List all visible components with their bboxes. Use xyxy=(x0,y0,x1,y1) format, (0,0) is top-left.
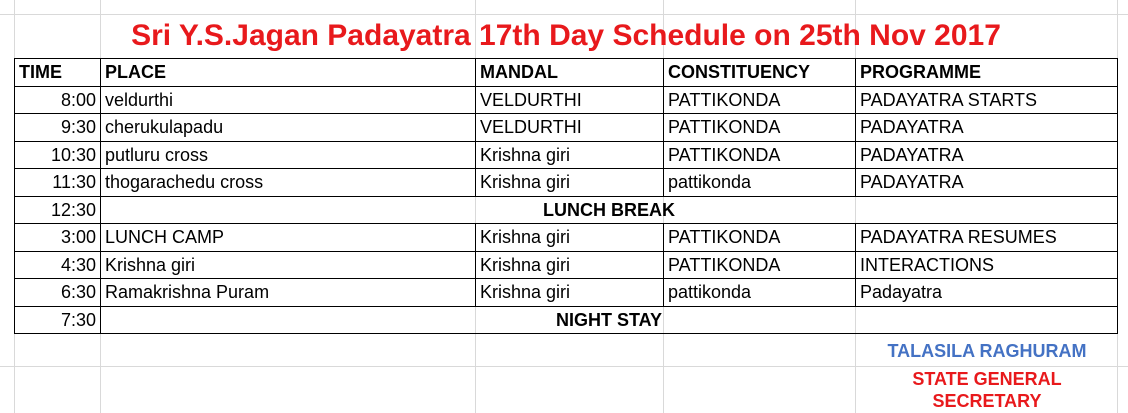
schedule-title: Sri Y.S.Jagan Padayatra 17th Day Schedule on 25th Nov 2017 xyxy=(131,19,1001,52)
place-cell: LUNCH CAMP xyxy=(101,224,476,252)
mandal-cell: Krishna giri xyxy=(476,141,664,169)
table-row xyxy=(15,86,1118,114)
time-cell: 10:30 xyxy=(15,141,101,169)
table-row xyxy=(15,141,1118,169)
time-cell: 6:30 xyxy=(15,279,101,307)
place-cell: veldurthi xyxy=(101,86,476,114)
constituency-cell: PATTIKONDA xyxy=(664,114,856,142)
programme-cell: INTERACTIONS xyxy=(856,251,1118,279)
constituency-cell: pattikonda xyxy=(664,169,856,197)
time-cell: 12:30 xyxy=(15,196,101,224)
place-cell: Ramakrishna Puram xyxy=(101,279,476,307)
table-row-break xyxy=(15,306,1118,334)
time-cell: 7:30 xyxy=(15,306,101,334)
programme-cell: PADAYATRA xyxy=(856,141,1118,169)
time-cell: 11:30 xyxy=(15,169,101,197)
place-cell: cherukulapadu xyxy=(101,114,476,142)
table-row xyxy=(15,224,1118,252)
mandal-cell: VELDURTHI xyxy=(476,114,664,142)
constituency-cell: PATTIKONDA xyxy=(664,141,856,169)
mandal-cell: Krishna giri xyxy=(476,251,664,279)
mandal-cell: VELDURTHI xyxy=(476,86,664,114)
programme-cell: PADAYATRA xyxy=(856,114,1118,142)
time-cell: 8:00 xyxy=(15,86,101,114)
signatory-name: TALASILA RAGHURAM xyxy=(887,341,1087,361)
place-cell: putluru cross xyxy=(101,141,476,169)
table-row xyxy=(15,279,1118,307)
mandal-cell: Krishna giri xyxy=(476,169,664,197)
mandal-cell: Krishna giri xyxy=(476,279,664,307)
lunch-break-cell: LUNCH BREAK xyxy=(101,196,1118,224)
col-header-programme: PROGRAMME xyxy=(856,59,1118,87)
place-cell: thogarachedu cross xyxy=(101,169,476,197)
programme-cell: Padayatra xyxy=(856,279,1118,307)
programme-cell: PADAYATRA xyxy=(856,169,1118,197)
constituency-cell: PATTIKONDA xyxy=(664,251,856,279)
programme-cell: PADAYATRA RESUMES xyxy=(856,224,1118,252)
header-row xyxy=(15,59,1118,87)
table-row xyxy=(15,251,1118,279)
col-header-mandal: MANDAL xyxy=(476,59,664,87)
constituency-cell: pattikonda xyxy=(664,279,856,307)
table-row xyxy=(15,114,1118,142)
time-cell: 4:30 xyxy=(15,251,101,279)
mandal-cell: Krishna giri xyxy=(476,224,664,252)
col-header-place: PLACE xyxy=(101,59,476,87)
time-cell: 3:00 xyxy=(15,224,101,252)
programme-cell: PADAYATRA STARTS xyxy=(856,86,1118,114)
time-cell: 9:30 xyxy=(15,114,101,142)
col-header-constituency: CONSTITUENCY xyxy=(664,59,856,87)
schedule-table xyxy=(14,58,1118,334)
constituency-cell: PATTIKONDA xyxy=(664,86,856,114)
constituency-cell: PATTIKONDA xyxy=(664,224,856,252)
col-header-time: TIME xyxy=(15,59,101,87)
night-stay-cell: NIGHT STAY xyxy=(101,306,1118,334)
table-row xyxy=(15,169,1118,197)
table-row-break xyxy=(15,196,1118,224)
place-cell: Krishna giri xyxy=(101,251,476,279)
signatory-title: STATE GENERAL SECRETARY xyxy=(912,369,1062,411)
